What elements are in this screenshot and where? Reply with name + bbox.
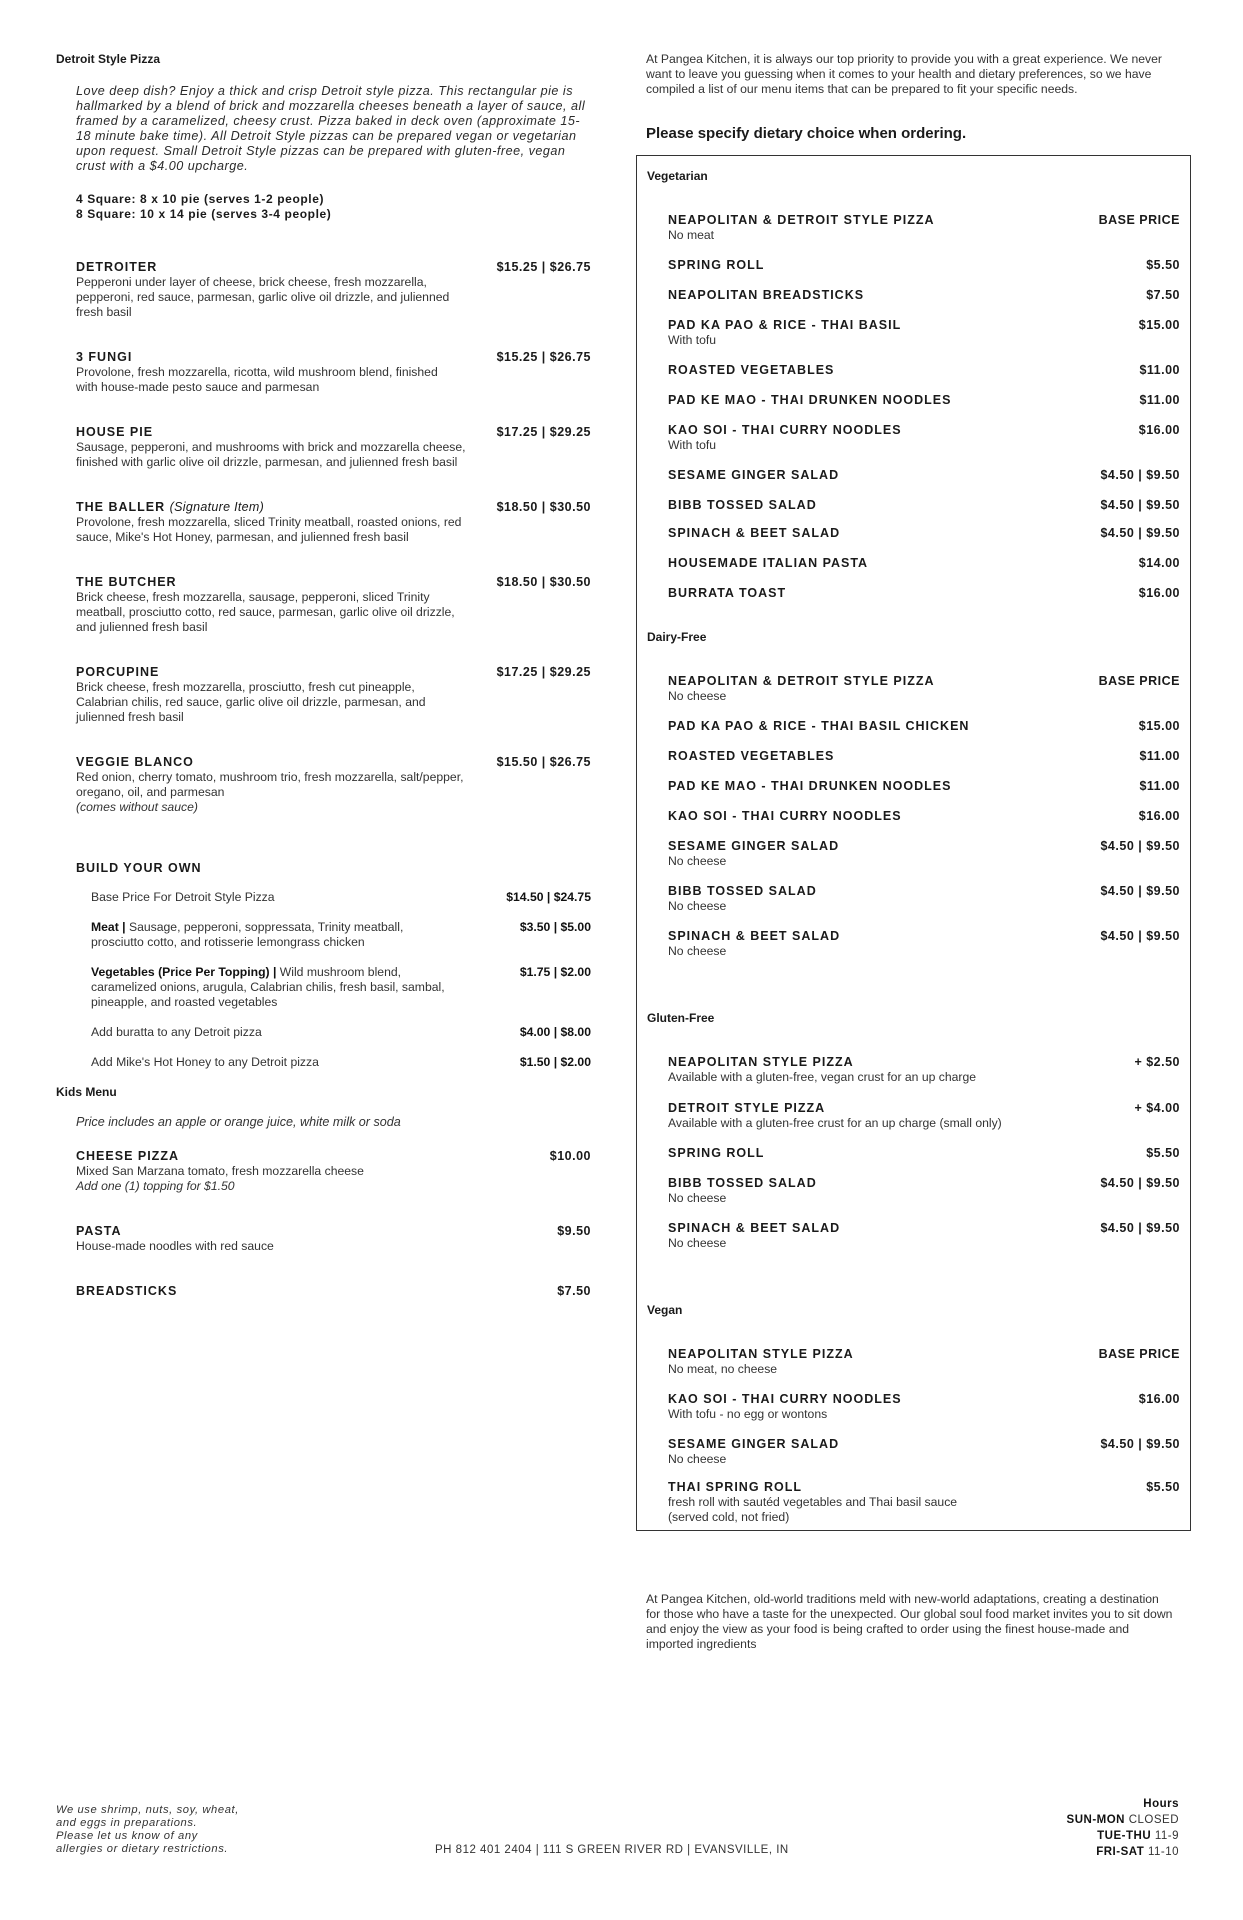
gluten-free-heading: Gluten-Free [647,1011,715,1025]
byo-meat [91,920,591,950]
vegetarian-heading: Vegetarian [647,169,708,183]
diet-item [668,1176,1180,1206]
diet-item-name: NEAPOLITAN & DETROIT STYLE PIZZA [668,674,935,688]
byo-honey-price: $1.50 | $2.00 [519,1055,591,1069]
diet-item-price: $14.00 [1138,556,1180,570]
diet-item-price: $16.00 [1138,1392,1180,1406]
diet-item-name: SPINACH & BEET SALAD [668,526,841,540]
allergy-line: and eggs in preparations. [56,1817,198,1829]
item-price: $9.50 [557,1224,591,1238]
item-name: VEGGIE BLANCO [76,755,194,769]
vegan-heading: Vegan [647,1303,683,1317]
diet-item [668,1480,1180,1525]
diet-item [668,749,1180,764]
item-desc: Red onion, cherry tomato, mushroom trio, fresh mozzarella, salt/pepper, oregano, oil, and parmesan [76,770,464,799]
diet-item-desc: No meat [668,228,715,242]
diet-item-price: + $4.00 [1134,1101,1180,1115]
item-name: 3 FUNGI [76,350,133,364]
diet-item [668,318,1180,348]
hours-time: 11-10 [1147,1846,1179,1858]
diet-item-price: $4.50 | $9.50 [1100,839,1180,853]
byo-heading: BUILD YOUR OWN [76,861,202,875]
diet-item-price: $11.00 [1139,749,1180,763]
menu-item [76,755,591,815]
byo-veg [91,965,591,1010]
item-desc: Pepperoni under layer of cheese, brick cheese, fresh mozzarella, pepperoni, red sauce, parmesan, garlic olive oil drizzle, and julienned fresh basil [76,275,450,319]
diet-item-name: BIBB TOSSED SALAD [668,884,817,898]
byo-honey [91,1055,591,1070]
item-name: HOUSE PIE [76,425,154,439]
hours-title-text: Hours [1143,1798,1179,1810]
dietary-box [636,155,1191,1531]
diet-item-price: $16.00 [1138,809,1180,823]
item-price: $15.25 | $26.75 [496,350,591,364]
diet-item [668,258,1180,273]
diet-item-name: NEAPOLITAN STYLE PIZZA [668,1347,854,1361]
menu-item [76,350,591,395]
diet-item-price: $4.50 | $9.50 [1100,1437,1180,1451]
diet-item-name: SPINACH & BEET SALAD [668,1221,841,1235]
menu-item [76,1149,591,1194]
diet-item-name: ROASTED VEGETABLES [668,749,835,763]
hours-days: FRI-SAT [1096,1846,1145,1858]
diet-item-price: $16.00 [1138,586,1180,600]
diet-item-desc: No cheese [668,689,727,703]
byo-veg-text [91,965,451,1010]
menu-item [76,260,591,320]
diet-item [668,363,1180,378]
diet-item [668,839,1180,869]
item-desc: Brick cheese, fresh mozzarella, sausage, pepperoni, sliced Trinity meatball, prosciutto cotto, red sauce, parmesan, garlic olive oil drizzle, and julienned fresh basil [76,590,455,634]
hours-title [1067,1796,1179,1812]
item-price: $18.50 | $30.50 [496,500,591,514]
diet-item-name: SPRING ROLL [668,258,765,272]
allergy-line: allergies or dietary restrictions. [56,1843,229,1855]
diet-item [668,213,1180,243]
diet-item-price: $5.50 [1146,258,1180,272]
diet-item-desc: No cheese [668,1452,727,1466]
diet-item-desc: No cheese [668,944,727,958]
diet-item [668,1437,1180,1467]
hours-block [1067,1796,1179,1860]
menu-item [76,425,591,470]
diet-item-name: PAD KE MAO - THAI DRUNKEN NOODLES [668,393,952,407]
diet-item-name: KAO SOI - THAI CURRY NOODLES [668,1392,902,1406]
dietary-intro: At Pangea Kitchen, it is always our top priority to provide you with a great experience. We never want to leave you guessing when it comes to your health and dietary preferences, so we have compiled a list of our menu items that can be prepared to fit your specific needs. [646,52,1162,96]
dairy-free-list [668,674,1180,959]
diet-item [668,423,1180,453]
diet-item [668,288,1180,303]
diet-item [668,498,1180,513]
vegan-list [668,1347,1180,1525]
byo-buratta-label: Add buratta to any Detroit pizza [91,1025,262,1039]
diet-item [668,1146,1180,1161]
dairy-free-heading: Dairy-Free [647,630,707,644]
diet-item-desc: No cheese [668,899,727,913]
diet-item-price: BASE PRICE [1098,674,1180,688]
diet-item-price: $15.00 [1138,719,1180,733]
diet-item-name: SPINACH & BEET SALAD [668,929,841,943]
outro-text: At Pangea Kitchen, old-world traditions meld with new-world adaptations, creating a destination for those who have a taste for the unexpected. Our global soul food market invites you to sit down and enjoy the view as your food is being crafted to order using the finest house-made and imported ingredients [646,1592,1173,1651]
diet-item-price: $4.50 | $9.50 [1100,1176,1180,1190]
diet-item [668,929,1180,959]
item-price: $18.50 | $30.50 [496,575,591,589]
size-small: 4 Square: 8 x 10 pie (serves 1-2 people) [76,192,325,206]
item-price: $7.50 [557,1284,591,1298]
diet-item-price: $11.00 [1139,363,1180,377]
diet-item-price: $4.50 | $9.50 [1100,929,1180,943]
item-name: THE BUTCHER [76,575,177,589]
diet-item-price: $5.50 [1146,1146,1180,1160]
item-desc: Provolone, fresh mozzarella, sliced Trinity meatball, roasted onions, red sauce, Mike's Hot Honey, parmesan, and julienned fresh basil [76,515,462,544]
diet-item [668,719,1180,734]
detroit-items [76,260,591,815]
diet-item-desc: With tofu [668,438,717,452]
menu-item [76,665,591,725]
byo-base [91,890,591,905]
item-name: CHEESE PIZZA [76,1149,179,1163]
diet-item-name: BURRATA TOAST [668,586,787,600]
diet-item [668,779,1180,794]
contact-info: PH 812 401 2404 | 111 S GREEN RIVER RD | EVANSVILLE, IN [435,1844,789,1856]
item-name: BREADSTICKS [76,1284,178,1298]
kids-note: Price includes an apple or orange juice, white milk or soda [76,1115,401,1129]
hours-time: 11-9 [1154,1830,1179,1842]
item-price: $10.00 [549,1149,591,1163]
item-name: PASTA [76,1224,122,1238]
diet-item [668,674,1180,704]
item-desc: House-made noodles with red sauce [76,1239,274,1253]
hours-row [1067,1828,1179,1844]
diet-item-price: $4.50 | $9.50 [1100,498,1180,512]
menu-item [76,500,591,545]
diet-item-desc: With tofu [668,333,717,347]
diet-item-name: PAD KA PAO & RICE - THAI BASIL [668,318,902,332]
diet-item-name: NEAPOLITAN BREADSTICKS [668,288,865,302]
menu-item [76,575,591,635]
diet-item-name: SESAME GINGER SALAD [668,1437,840,1451]
diet-item-desc-2: (served cold, not fried) [668,1510,790,1524]
diet-item-name: NEAPOLITAN STYLE PIZZA [668,1055,854,1069]
byo-honey-label: Add Mike's Hot Honey to any Detroit pizza [91,1055,319,1069]
hours-days: TUE-THU [1097,1830,1152,1842]
gluten-free-list [668,1055,1180,1251]
detroit-heading: Detroit Style Pizza [56,52,161,66]
item-desc-note: (comes without sauce) [76,800,198,814]
item-desc: Mixed San Marzana tomato, fresh mozzarella cheese [76,1164,364,1178]
diet-item-name: KAO SOI - THAI CURRY NOODLES [668,809,902,823]
item-price: $15.25 | $26.75 [496,260,591,274]
item-desc-note: Add one (1) topping for $1.50 [76,1179,235,1193]
byo-meat-text [91,920,451,950]
byo-buratta-price: $4.00 | $8.00 [519,1025,591,1039]
diet-item-price: $15.00 [1138,318,1180,332]
item-name: DETROITER [76,260,158,274]
byo-base-price: $14.50 | $24.75 [506,890,591,904]
byo-veg-desc: Wild mushroom blend, caramelized onions, arugula, Calabrian chilis, fresh basil, sambal, pineapple, and roasted vegetables [91,965,445,1009]
vegetarian-list [668,213,1180,601]
diet-item [668,1221,1180,1251]
diet-item-price: $7.50 [1146,288,1180,302]
allergy-line: We use shrimp, nuts, soy, wheat, [56,1804,239,1816]
allergy-line: Please let us know of any [56,1830,198,1842]
signature-note: (Signature Item) [169,500,265,514]
diet-item [668,526,1180,541]
diet-item-name: NEAPOLITAN & DETROIT STYLE PIZZA [668,213,935,227]
byo-meat-label: Meat | [91,920,126,934]
menu-item [76,1224,591,1254]
byo-veg-label: Vegetables (Price Per Topping) | [91,965,277,979]
size-large: 8 Square: 10 x 14 pie (serves 3-4 people) [76,207,332,221]
diet-item-name: SPRING ROLL [668,1146,765,1160]
diet-item-desc: No cheese [668,1191,727,1205]
byo-buratta [91,1025,591,1040]
detroit-intro: Love deep dish? Enjoy a thick and crisp Detroit style pizza. This rectangular pie is hallmarked by a blend of brick and mozzarella cheeses beneath a layer of sauce, all framed by a caramelized, cheesy crust. Pizza baked in deck oven (approximate 15-18 minute bake time). All Detroit Style pizzas can be prepared vegan or vegetarian upon request. Small Detroit Style pizzas can be prepared with gluten-free, vegan crust with a $4.00 upcharge. [76,84,586,173]
diet-item-price: $11.00 [1139,779,1180,793]
diet-item-price: $5.50 [1146,1480,1180,1494]
diet-item [668,393,1180,408]
diet-item [668,586,1180,601]
hours-time: CLOSED [1128,1814,1179,1826]
diet-item-name: PAD KE MAO - THAI DRUNKEN NOODLES [668,779,952,793]
diet-item-price: $16.00 [1138,423,1180,437]
diet-item [668,809,1180,824]
item-desc: Brick cheese, fresh mozzarella, prosciutto, fresh cut pineapple, Calabrian chilis, red sauce, garlic olive oil drizzle, parmesan, and julienned fresh basil [76,680,426,724]
kids-items [76,1149,591,1299]
diet-item-name: DETROIT STYLE PIZZA [668,1101,826,1115]
diet-item-price: $4.50 | $9.50 [1100,468,1180,482]
item-price: $17.25 | $29.25 [496,425,591,439]
diet-item-price: $11.00 [1139,393,1180,407]
item-desc: Sausage, pepperoni, and mushrooms with brick and mozzarella cheese, finished with garlic olive oil drizzle, parmesan, and julienned fresh basil [76,440,466,469]
byo-meat-desc: Sausage, pepperoni, soppressata, Trinity meatball, prosciutto cotto, and rotisserie lemongrass chicken [91,920,404,949]
diet-item [668,1101,1180,1131]
left-column [56,52,591,1299]
diet-item [668,1392,1180,1422]
diet-item-desc: No meat, no cheese [668,1362,778,1376]
item-desc: Provolone, fresh mozzarella, ricotta, wild mushroom blend, finished with house-made pesto sauce and parmesan [76,365,438,394]
size-info [76,192,591,222]
diet-item-desc: fresh roll with sautéd vegetables and Thai basil sauce [668,1495,958,1509]
menu-item [76,1284,591,1299]
diet-item [668,884,1180,914]
diet-item [668,1055,1180,1085]
byo-veg-price: $1.75 | $2.00 [519,965,591,979]
dietary-title: Please specify dietary choice when ordering. [646,125,967,142]
diet-item-name: ROASTED VEGETABLES [668,363,835,377]
diet-item [668,468,1180,483]
diet-item-desc: Available with a gluten-free, vegan crust for an up charge [668,1070,977,1084]
diet-item-name: BIBB TOSSED SALAD [668,1176,817,1190]
byo-list [91,890,591,1070]
diet-item-price: BASE PRICE [1098,1347,1180,1361]
hours-days: SUN-MON [1066,1814,1125,1826]
allergy-notice [56,1804,239,1856]
diet-item-desc: With tofu - no egg or wontons [668,1407,828,1421]
diet-item-desc: No cheese [668,854,727,868]
diet-item-name: SESAME GINGER SALAD [668,468,840,482]
diet-item-name: BIBB TOSSED SALAD [668,498,817,512]
diet-item-name: SESAME GINGER SALAD [668,839,840,853]
diet-item-name: KAO SOI - THAI CURRY NOODLES [668,423,902,437]
item-name-text: THE BALLER [76,500,166,514]
diet-item-name: HOUSEMADE ITALIAN PASTA [668,556,869,570]
diet-item [668,556,1180,571]
diet-item [668,1347,1180,1377]
diet-item-name: PAD KA PAO & RICE - THAI BASIL CHICKEN [668,719,970,733]
diet-item-desc: No cheese [668,1236,727,1250]
item-price: $17.25 | $29.25 [496,665,591,679]
byo-base-label: Base Price For Detroit Style Pizza [91,890,275,904]
kids-heading: Kids Menu [56,1085,117,1099]
diet-item-price: BASE PRICE [1098,213,1180,227]
right-column [636,52,1191,1531]
diet-item-price: $4.50 | $9.50 [1100,884,1180,898]
byo-meat-price: $3.50 | $5.00 [519,920,591,934]
hours-row [1067,1812,1179,1828]
diet-item-price: $4.50 | $9.50 [1100,526,1180,540]
diet-item-price: $4.50 | $9.50 [1100,1221,1180,1235]
hours-row [1067,1844,1179,1860]
diet-item-price: + $2.50 [1134,1055,1180,1069]
diet-item-name: THAI SPRING ROLL [668,1480,803,1494]
item-price: $15.50 | $26.75 [496,755,591,769]
diet-item-desc: Available with a gluten-free crust for an up charge (small only) [668,1116,1002,1130]
item-name: PORCUPINE [76,665,160,679]
